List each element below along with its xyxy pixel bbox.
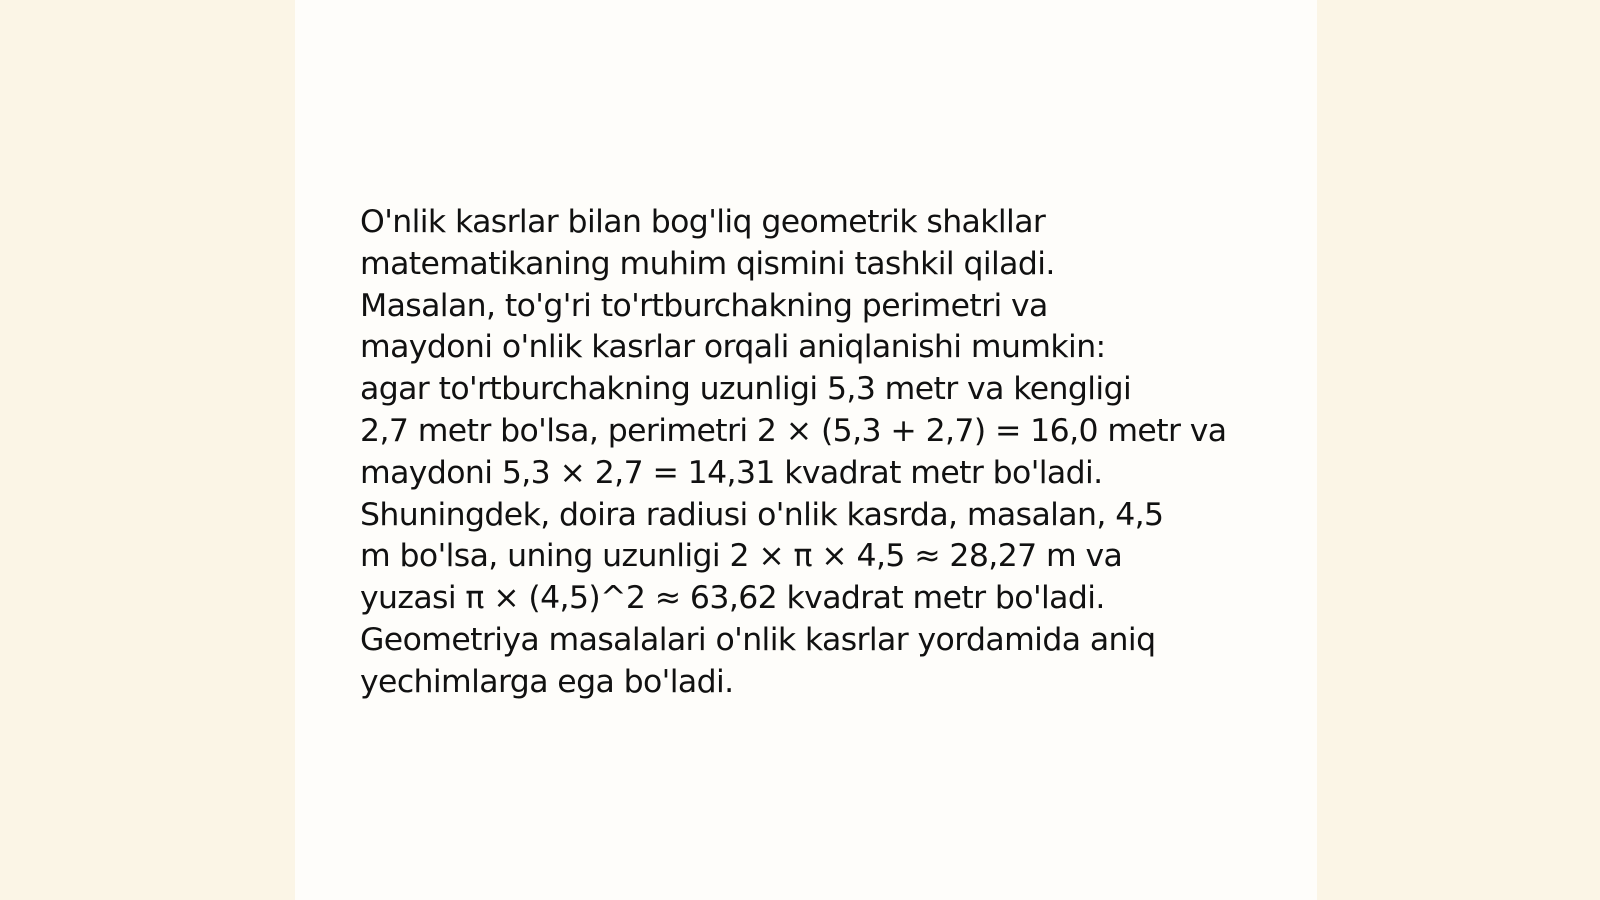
paragraph-line: Shuningdek, doira radiusi o'nlik kasrda, masalan, 4,5 <box>360 496 1164 533</box>
paragraph-line: 2,7 metr bo'lsa, perimetri 2 × (5,3 + 2,7) = 16,0 metr va <box>360 412 1227 449</box>
paragraph-line: matematikaning muhim qismini tashkil qiladi. <box>360 245 1055 282</box>
body-paragraph <box>360 202 1260 704</box>
paragraph-line: maydoni o'nlik kasrlar orqali aniqlanishi mumkin: <box>360 329 1106 366</box>
paragraph-line: yuzasi π × (4,5)^2 ≈ 63,62 kvadrat metr bo'ladi. <box>360 580 1105 617</box>
paragraph-line: Geometriya masalalari o'nlik kasrlar yordamida aniq <box>360 621 1156 658</box>
slide-panel <box>295 0 1317 900</box>
paragraph-line: agar to'rtburchakning uzunligi 5,3 metr va kengligi <box>360 371 1132 408</box>
paragraph-line: m bo'lsa, uning uzunligi 2 × π × 4,5 ≈ 28,27 m va <box>360 538 1123 575</box>
paragraph-line: yechimlarga ega bo'ladi. <box>360 663 734 700</box>
paragraph-line: maydoni 5,3 × 2,7 = 14,31 kvadrat metr bo'ladi. <box>360 454 1103 491</box>
paragraph-line: O'nlik kasrlar bilan bog'liq geometrik shakllar <box>360 204 1046 240</box>
paragraph-line: Masalan, to'g'ri to'rtburchakning perimetri va <box>360 287 1048 324</box>
